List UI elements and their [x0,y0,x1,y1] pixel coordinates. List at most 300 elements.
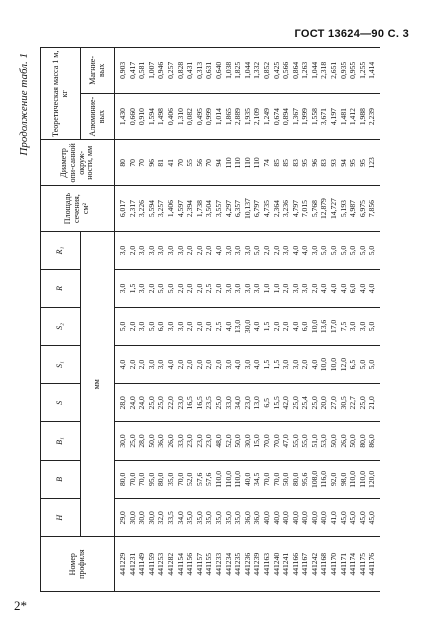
cell-S1: 3,0 [290,359,300,370]
cell-diam: 95 [357,159,367,167]
cell-R1: 5,0 [329,245,339,256]
cell-R: 3,0 [118,283,127,294]
cell-mg: 0,640 [213,61,223,79]
cell-area: 3,236 [281,200,291,218]
header-B1: B₁ [41,422,81,460]
header-S1: S₁ [41,346,81,384]
cell-B1: 30,0 [242,434,252,448]
cell-B1: 51,0 [309,434,319,448]
cell-area: 7,015 [300,200,310,218]
cell-area: 4,987 [348,200,358,218]
cell-profile: 441166 [290,552,300,576]
cell-diam: 70 [137,159,147,167]
cell-S2: 5,0 [367,321,377,332]
cell-area: 12,879 [319,198,329,220]
cell-S1: 3,0 [281,359,291,370]
cell-H: 35,0 [194,511,204,525]
cell-H: 35,0 [233,511,243,525]
cell-B: 110,0 [348,470,358,488]
cell-R: 1,0 [271,283,281,294]
cell-B: 57,6 [194,472,204,487]
header-diameter: Диаметр опи-санной окруж-ности, мм [41,140,115,186]
cell-S2: 6,0 [300,321,310,332]
cell-diam: 94 [213,159,223,167]
cell-mg: 0,864 [290,61,300,79]
cell-R1: 3,0 [137,245,147,256]
cell-B1: 70,0 [271,434,281,448]
cell-B: 95,0 [146,472,156,487]
cell-B1: 25,0 [127,434,137,448]
column-S2 [115,307,381,345]
cell-al: 0,674 [271,108,281,126]
header-theoretical-mass: Теоретическая масса 1 м, кг [41,48,81,140]
cell-S2: 30,0 [242,319,252,334]
cell-area: 7,856 [367,200,377,218]
cell-S1: 3,0 [146,359,156,370]
cell-R: 4,0 [367,283,377,294]
cell-H: 30,0 [127,511,137,525]
column-aluminium [115,93,381,140]
cell-al: 1,430 [118,108,127,126]
cell-S2: 4,0 [252,321,262,332]
cell-R: 4,0 [329,283,339,294]
cell-S1: 2,0 [213,359,223,370]
page-header: ГОСТ 13624—90 С. 3 [294,28,409,40]
cell-profile: 441168 [319,552,329,576]
cell-R1: 2,0 [204,245,214,256]
cell-area: 2,317 [127,200,137,218]
cell-al: 1,935 [242,108,252,126]
column-R1 [115,232,381,270]
cell-B1: 33,0 [175,434,185,448]
cell-diam: 93 [329,159,339,167]
cell-S1: 2,0 [300,359,310,370]
cell-S2: 4,0 [223,321,233,332]
column-S1 [115,346,381,384]
cell-R: 4,0 [338,283,348,294]
cell-R: 3,0 [233,283,243,294]
cell-al: 1,014 [213,108,223,126]
cell-S1: 4,0 [309,359,319,370]
cell-S2: 6,0 [156,321,166,332]
cell-diam: 110 [223,157,233,169]
cell-S1: 10,0 [319,357,329,372]
cell-S1: 3,0 [223,359,233,370]
cell-R1: 5,0 [367,245,377,256]
cell-S2: 3,0 [348,321,358,332]
cell-diam: 74 [261,159,271,167]
cell-R1: 3,0 [156,245,166,256]
cell-al: 1,367 [290,108,300,126]
column-B1 [115,422,381,460]
table-body-row [115,48,381,592]
cell-S: 25,0 [290,396,300,410]
column-profile [115,537,381,592]
cell-S1: 4,0 [165,359,175,370]
cell-R: 2,0 [281,283,291,294]
cell-B1: 53,0 [319,434,329,448]
cell-R1: 3,0 [118,245,127,256]
cell-R1: 3,0 [242,245,252,256]
cell-B1: 55,0 [300,434,310,448]
cell-profile: 441157 [194,552,204,576]
cell-S1: 2,0 [175,359,185,370]
cell-R: 2,0 [194,283,204,294]
cell-B: 70,0 [175,472,185,487]
cell-profile: 441154 [175,552,185,576]
cell-profile: 441239 [252,552,262,576]
cell-profile: 441231 [127,552,137,576]
cell-al: 2,109 [252,108,262,126]
cell-mg: 1,414 [367,61,377,79]
cell-profile: 441167 [300,552,310,576]
cell-al: 2,889 [233,108,243,126]
cell-diam: 85 [281,159,291,167]
cell-mg: 0,631 [204,61,214,79]
cell-S: 6,5 [261,398,271,408]
cell-B1: 26,0 [165,434,175,448]
cell-B: 98,0 [338,472,348,487]
cell-S2: 7,5 [338,321,348,332]
cell-mg: 2,651 [329,61,339,79]
page-mark: 2* [14,598,27,613]
cell-S1: 2,0 [185,359,195,370]
rotated-table-block [18,47,410,592]
cell-S2: 2,0 [281,321,291,332]
cell-B1: 23,0 [194,434,204,448]
cell-al: 0,082 [185,108,195,126]
cell-profile: 441233 [213,552,223,576]
cell-S: 30,5 [338,396,348,410]
cell-R1: 3,0 [165,245,175,256]
cell-S1: 5,0 [367,359,377,370]
cell-mg: 0,313 [194,61,204,79]
cell-R1: 5,0 [338,245,348,256]
cell-mg: 1,007 [146,61,156,79]
column-diameter [115,140,381,186]
cell-area: 6,975 [357,200,367,218]
cell-R: 3,0 [137,283,147,294]
cell-B: 110,0 [357,470,367,488]
column-magnesium [115,48,381,94]
cell-B1: 50,0 [233,434,243,448]
column-R [115,270,381,308]
cell-B1: 36,0 [156,434,166,448]
header-mm: мм [81,232,115,537]
cell-R: 2,0 [213,283,223,294]
cell-area: 6,017 [118,200,127,218]
cell-B: 70,0 [261,472,271,487]
cell-al: 0,660 [127,108,137,126]
cell-S: 23,0 [175,396,185,410]
cell-al: 1,249 [261,108,271,126]
cell-B1: 55,0 [290,434,300,448]
cell-R: 1,0 [261,283,271,294]
cell-R1: 2,0 [271,245,281,256]
cell-S1: 4,0 [118,359,127,370]
cell-B: 110,0 [233,470,243,488]
cell-S2: 5,0 [118,321,127,332]
cell-B1: 52,0 [223,434,233,448]
cell-mg: 0,935 [338,61,348,79]
cell-diam: 83 [290,159,300,167]
cell-area: 5,193 [338,200,348,218]
cell-profile: 441240 [271,552,281,576]
cell-diam: 110 [252,157,262,169]
cell-al: 0,495 [194,108,204,126]
cell-profile: 441253 [156,552,166,576]
cell-R: 3,0 [252,283,262,294]
cell-mg: 1,255 [357,61,367,79]
cell-R: 5,0 [165,283,175,294]
cell-profile: 441236 [242,552,252,576]
cell-S: 25,0 [213,396,223,410]
cell-mg: 1,263 [300,61,310,79]
cell-mg: 0,955 [348,61,358,79]
cell-S: 15,5 [271,396,281,410]
cell-profile: 441163 [261,552,271,576]
cell-profile: 441149 [137,552,147,576]
cell-profile: 441282 [165,552,175,576]
cell-al: 1,481 [338,108,348,126]
cell-area: 2,364 [271,200,281,218]
cell-S: 16,5 [194,396,204,410]
cell-H: 45,0 [348,511,358,525]
cell-mg: 0,581 [137,61,147,79]
header-S2: S₂ [41,307,81,345]
cell-al: 1,498 [156,108,166,126]
cell-diam: 94 [338,159,348,167]
cell-B1: 70,0 [261,434,271,448]
cell-S2: 3,0 [357,321,367,332]
cell-H: 40,0 [319,511,329,525]
cell-H: 34,0 [175,511,185,525]
cell-S2: 17,0 [329,319,339,334]
cell-B: 50,0 [281,472,291,487]
cell-B1: 47,0 [281,434,291,448]
column-B [115,460,381,499]
cell-al: 0,406 [165,108,175,126]
cell-R: 2,5 [204,283,214,294]
cell-al: 1,310 [175,108,185,126]
cell-S: 34,0 [233,396,243,410]
cell-R1: 4,0 [213,245,223,256]
cell-B: 110,0 [213,470,223,488]
header-magnesium: Магние-вых [81,48,115,94]
cell-H: 40,0 [271,511,281,525]
cell-H: 40,0 [281,511,291,525]
header-profile: Номер профиля [41,537,115,592]
cell-R1: 2,0 [127,245,137,256]
cell-S2: 2,0 [271,321,281,332]
profile-table [40,47,380,592]
cell-profile: 441174 [348,552,358,576]
cell-B: 80,0 [156,472,166,487]
cell-area: 4,597 [175,200,185,218]
cell-S2: 10,0 [309,319,319,334]
cell-H: 30,0 [137,511,147,525]
column-H [115,499,381,537]
cell-R: 3,0 [300,283,310,294]
cell-B: 35,0 [165,472,175,487]
cell-S1: 4,0 [252,359,262,370]
cell-H: 35,0 [223,511,233,525]
cell-H: 33,5 [165,511,175,525]
cell-R: 3,0 [223,283,233,294]
cell-S2: 2,0 [127,321,137,332]
cell-S2: 13,0 [233,319,243,334]
cell-S2: 13,6 [319,319,329,334]
cell-diam: 95 [300,159,310,167]
cell-B: 70,0 [271,472,281,487]
cell-diam: 110 [233,157,243,169]
cell-diam: 123 [367,157,377,169]
cell-al: 1,988 [357,108,367,126]
cell-R: 4,0 [319,283,329,294]
cell-R1: 2,0 [261,245,271,256]
cell-H: 36,0 [242,511,252,525]
cell-S: 24,0 [137,396,147,410]
cell-S: 21,0 [367,396,377,410]
cell-S1: 5,0 [357,359,367,370]
cell-R: 4,0 [357,283,367,294]
cell-S1: 3,0 [156,359,166,370]
cell-S2: 1,5 [261,321,271,332]
cell-S: 25,0 [156,396,166,410]
cell-S1: 1,5 [261,359,271,370]
cell-B1: 50,0 [146,434,156,448]
cell-al: 3,671 [319,108,329,126]
cell-B: 110,0 [223,470,233,488]
cell-S2: 3,0 [137,321,147,332]
cell-B: 116,0 [319,470,329,488]
cell-profile: 441176 [367,552,377,576]
cell-diam: 85 [271,159,281,167]
cell-R1: 5,0 [357,245,367,256]
cell-diam: 110 [242,157,252,169]
cell-S2: 2,5 [213,321,223,332]
cell-area: 1,738 [194,200,204,218]
cell-area: 5,768 [309,200,319,218]
cell-al: 2,239 [367,108,377,126]
cell-S2: 5,0 [146,321,156,332]
cell-al: 4,197 [329,108,339,126]
cell-H: 35,0 [213,511,223,525]
cell-profile: 441235 [233,552,243,576]
cell-mg: 0,417 [127,61,137,79]
cell-S2: 2,0 [185,321,195,332]
cell-al: 1,999 [300,108,310,126]
header-S: S [41,384,81,422]
cell-mg: 1,332 [252,61,262,79]
cell-mg: 0,566 [281,61,291,79]
cell-S: 16,5 [185,396,195,410]
cell-H: 40,0 [261,511,271,525]
cell-area: 1,406 [165,200,175,218]
cell-S1: 2,0 [204,359,214,370]
cell-B1: 26,0 [338,434,348,448]
cell-al: 0,910 [137,108,147,126]
cell-diam: 41 [165,159,175,167]
cell-B: 57,6 [204,472,214,487]
cell-S: 25,0 [146,396,156,410]
cell-S: 23,5 [204,396,214,410]
cell-S1: 3,0 [242,359,252,370]
cell-profile: 441242 [309,552,319,576]
cell-S1: 12,0 [338,357,348,372]
cell-area: 5,594 [146,200,156,218]
cell-diam: 96 [146,159,156,167]
cell-B1: 50,0 [348,434,358,448]
header-area: Площадь сечения, см² [41,186,115,232]
cell-profile: 441170 [329,552,339,576]
cell-profile: 441241 [281,552,291,576]
cell-area: 6,797 [252,200,262,218]
cell-al: 0,999 [204,108,214,126]
cell-R1: 5,0 [319,245,329,256]
cell-area: 3,557 [213,200,223,218]
cell-area: 14,727 [329,198,339,220]
cell-R1: 5,0 [252,245,262,256]
cell-S1: 1,5 [271,359,281,370]
cell-mg: 0,852 [261,61,271,79]
cell-H: 40,0 [290,511,300,525]
cell-B1: 50,0 [329,434,339,448]
cell-B: 120,0 [367,470,377,488]
cell-diam: 96 [309,159,319,167]
cell-B1: 28,0 [137,434,147,448]
cell-R: 2,0 [185,283,195,294]
cell-B1: 86,0 [367,434,377,448]
cell-H: 30,0 [146,511,156,525]
cell-S1: 2,0 [137,359,147,370]
cell-al: 0,894 [281,108,291,126]
cell-profile: 441234 [223,552,233,576]
cell-H: 35,0 [204,511,214,525]
cell-R1: 3,0 [175,245,185,256]
cell-area: 10,137 [242,198,252,220]
cell-R1: 2,0 [194,245,204,256]
cell-diam: 80 [118,159,127,167]
cell-profile: 441229 [118,552,127,576]
cell-S1: 2,0 [127,359,137,370]
cell-S: 24,0 [127,396,137,410]
cell-S1: 4,0 [233,359,243,370]
cell-diam: 56 [194,159,204,167]
cell-profile: 441156 [185,552,195,576]
cell-B: 80,0 [118,472,127,487]
cell-S1: 2,0 [194,359,204,370]
cell-profile: 441159 [146,552,156,576]
cell-S: 33,0 [223,396,233,410]
cell-R1: 3,0 [223,245,233,256]
cell-mg: 0,828 [175,61,185,79]
cell-S: 22,7 [348,396,358,410]
cell-S: 13,0 [252,396,262,410]
cell-profile: 441175 [357,552,367,576]
cell-B: 95,6 [300,472,310,487]
header-H: H [41,499,81,537]
cell-S2: 3,0 [175,321,185,332]
cell-H: 40,0 [309,511,319,525]
cell-S: 28,0 [118,396,127,410]
cell-area: 4,797 [290,200,300,218]
cell-area: 4,735 [261,200,271,218]
cell-B1: 80,0 [357,434,367,448]
cell-area: 4,297 [223,200,233,218]
cell-R1: 2,0 [185,245,195,256]
cell-R1: 3,0 [309,245,319,256]
